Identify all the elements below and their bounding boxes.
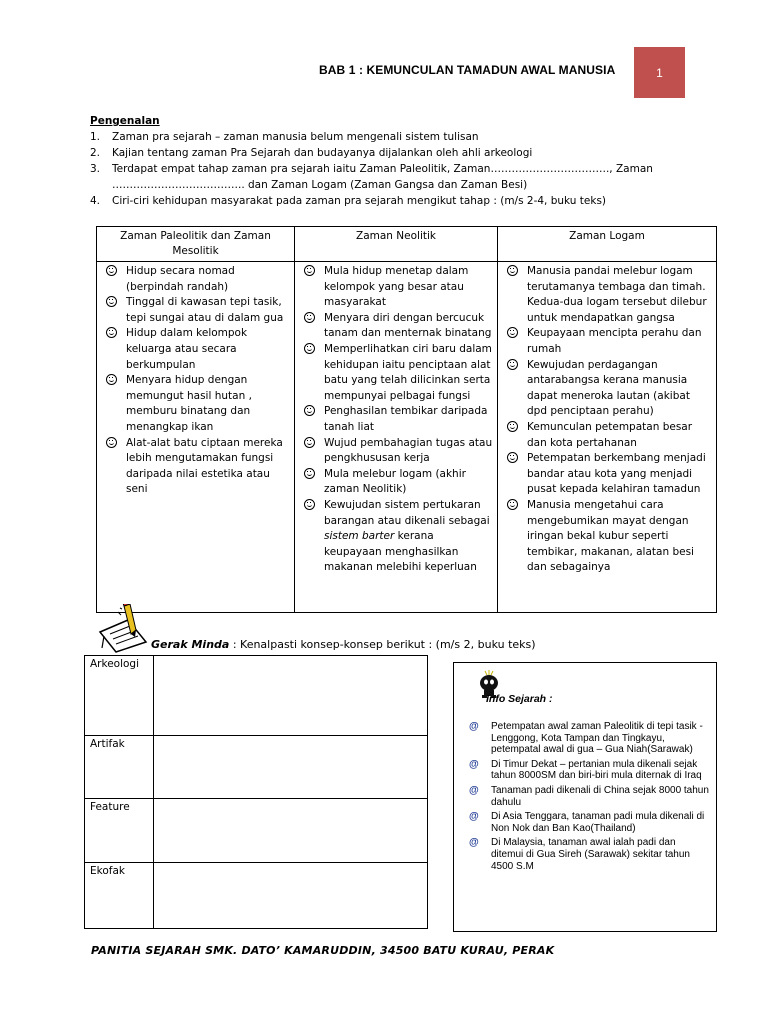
header-paleolithic: Zaman Paleolitik dan Zaman Mesolitik xyxy=(97,227,295,262)
intro-list xyxy=(90,129,690,209)
item-number: 1. xyxy=(90,131,101,143)
list-item: Alat-alat batu ciptaan mereka lebih mengutamakan fungsi daripada nilai estetika atau seni xyxy=(105,436,290,498)
item-number: 2. xyxy=(90,147,101,159)
smiley-icon xyxy=(106,374,117,385)
list-item: Tinggal di kawasan tepi tasik, tepi sungai atau di dalam gua xyxy=(105,295,290,326)
intro-item xyxy=(90,145,690,161)
at-bullet-icon: @ xyxy=(469,721,479,732)
item-text: Zaman pra sejarah – zaman manusia belum mengenali sistem tulisan xyxy=(112,131,479,143)
footer-text: PANITIA SEJARAH SMK. DATO’ KAMARUDDIN, 34500 BATU KURAU, PERAK xyxy=(91,944,555,957)
header-neolithic: Zaman Neolitik xyxy=(295,227,498,262)
list-item: Memperlihatkan ciri baru dalam kehidupan iaitu penciptaan alat batu yang telah dilicinkan serta mempunyai pelbagai fungsi xyxy=(303,342,493,404)
concept-label: Feature xyxy=(85,799,154,863)
item-text: Terdapat empat tahap zaman pra sejarah iaitu Zaman Paleolitik, Zaman……………………………., Zaman ……………………………….. dan Zaman Logam (Zaman Gangsa dan Zaman Besi) xyxy=(112,163,653,191)
item-number: 4. xyxy=(90,195,101,207)
at-bullet-icon: @ xyxy=(469,811,479,823)
list-item: Wujud pembahagian tugas atau pengkhususan kerja xyxy=(303,436,493,467)
page-number-box xyxy=(634,47,685,98)
list-item: Manusia pandai melebur logam terutamanya tembaga dan timah. Kedua-dua logam tersebut dilebur untuk mendapatkan gangsa xyxy=(506,264,712,326)
list-item: Hidup dalam kelompok keluarga atau secara berkumpulan xyxy=(105,326,290,373)
barter-term: sistem barter xyxy=(324,530,395,543)
page-number: 1 xyxy=(656,65,663,80)
concept-label: Arkeologi xyxy=(85,656,154,736)
list-item: Keupayaan mencipta perahu dan rumah xyxy=(506,326,712,357)
smiley-icon xyxy=(304,312,315,323)
smiley-icon xyxy=(304,405,315,416)
at-bullet-icon: @ xyxy=(469,837,479,849)
concept-answer-field[interactable] xyxy=(154,656,428,736)
intro-item xyxy=(90,161,690,193)
smiley-icon xyxy=(106,265,117,276)
concept-label: Artifak xyxy=(85,736,154,799)
info-list xyxy=(469,721,709,875)
list-item: Penghasilan tembikar daripada tanah liat xyxy=(303,404,493,435)
smiley-icon xyxy=(507,452,518,463)
list-item: Mula hidup menetap dalam kelompok yang besar atau masyarakat xyxy=(303,264,493,311)
neolithic-cell xyxy=(295,262,498,613)
item-number: 3. xyxy=(90,163,101,175)
smiley-icon xyxy=(304,265,315,276)
list-item: Kemunculan petempatan besar dan kota pertahanan xyxy=(506,420,712,451)
concept-answer-field[interactable] xyxy=(154,799,428,863)
gerak-minda-text: : Kenalpasti konsep-konsep berikut : (m/s 2, buku teks) xyxy=(229,638,536,651)
smiley-icon xyxy=(507,327,518,338)
item-text: Kajian tentang zaman Pra Sejarah dan budayanya dijalankan oleh ahli arkeologi xyxy=(112,147,533,159)
smiley-icon xyxy=(106,437,117,448)
list-item: Kewujudan perdagangan antarabangsa kerana manusia dapat meneroka lautan (akibat dpd penciptaan perahu) xyxy=(506,358,712,420)
smiley-icon xyxy=(304,343,315,354)
item-text: Ciri-ciri kehidupan masyarakat pada zaman pra sejarah mengikut tahap : (m/s 2-4, buku teks) xyxy=(112,195,607,207)
smiley-icon xyxy=(106,327,117,338)
intro-item xyxy=(90,129,690,145)
gerak-minda-instruction xyxy=(151,638,536,651)
pencil-paper-icon xyxy=(96,604,154,654)
smiley-icon xyxy=(304,437,315,448)
list-item: Manusia mengetahui cara mengebumikan mayat dengan iringan bekal kubur seperti tembikar, makanan, alatan besi dan sebagainya xyxy=(506,498,712,576)
smiley-icon xyxy=(507,499,518,510)
concept-answer-field[interactable] xyxy=(154,863,428,929)
list-item: Menyara hidup dengan memungut hasil hutan , memburu binatang dan menangkap ikan xyxy=(105,373,290,435)
smiley-icon xyxy=(106,296,117,307)
at-bullet-icon: @ xyxy=(469,784,479,796)
intro-item xyxy=(90,193,690,209)
header-metal-age: Zaman Logam xyxy=(498,227,717,262)
smiley-icon xyxy=(304,468,315,479)
smiley-icon xyxy=(507,421,518,432)
list-item: Hidup secara nomad (berpindah randah) xyxy=(105,264,290,295)
list-item: Mula melebur logam (akhir zaman Neolitik) xyxy=(303,467,493,498)
list-item: Kewujudan sistem pertukaran barangan atau dikenali sebagai sistem barter kerana keupayaan menghasilkan makanan melebihi keperluan xyxy=(303,498,493,576)
info-item: @ Tanaman padi dikenali di China sejak 8000 tahun dahulu xyxy=(469,784,709,808)
smiley-icon xyxy=(304,499,315,510)
gerak-minda-label: Gerak Minda xyxy=(151,638,230,651)
list-item: Menyara diri dengan bercucuk tanam dan menternak binatang xyxy=(303,311,493,342)
info-item: @ Di Asia Tenggara, tanaman padi mula dikenali di Non Nok dan Ban Kao(Thailand) xyxy=(469,811,705,834)
smiley-icon xyxy=(507,265,518,276)
paleolithic-cell xyxy=(97,262,295,613)
at-bullet-icon: @ xyxy=(469,758,479,770)
list-item: Petempatan berkembang menjadi bandar atau kota yang menjadi pusat kepada kelahiran tamadun xyxy=(506,451,712,498)
info-title: Info Sejarah : xyxy=(486,693,553,705)
chapter-title: BAB 1 : KEMUNCULAN TAMADUN AWAL MANUSIA xyxy=(319,63,616,77)
concept-answer-field[interactable] xyxy=(154,736,428,799)
concepts-table xyxy=(84,655,428,929)
eras-table xyxy=(96,226,717,613)
section-heading: Pengenalan xyxy=(90,115,160,127)
smiley-icon xyxy=(507,359,518,370)
introduction-section xyxy=(90,113,690,209)
info-item: @ Di Timur Dekat – pertanian mula dikenali sejak tahun 8000SM dan biri-biri mula diternak di Iraq xyxy=(469,758,702,782)
info-item: @ Di Malaysia, tanaman awal ialah padi dan ditemui di Gua Sireh (Sarawak) sekitar tahun 4500 S.M xyxy=(469,837,690,872)
metal-age-cell xyxy=(498,262,717,613)
info-item: @ Petempatan awal zaman Paleolitik di tepi tasik - Lenggong, Kota Tampan dan Tingkayu, petempatal awal di gua – Gua Niah(Sarawak) xyxy=(469,721,703,756)
concept-label: Ekofak xyxy=(85,863,154,929)
